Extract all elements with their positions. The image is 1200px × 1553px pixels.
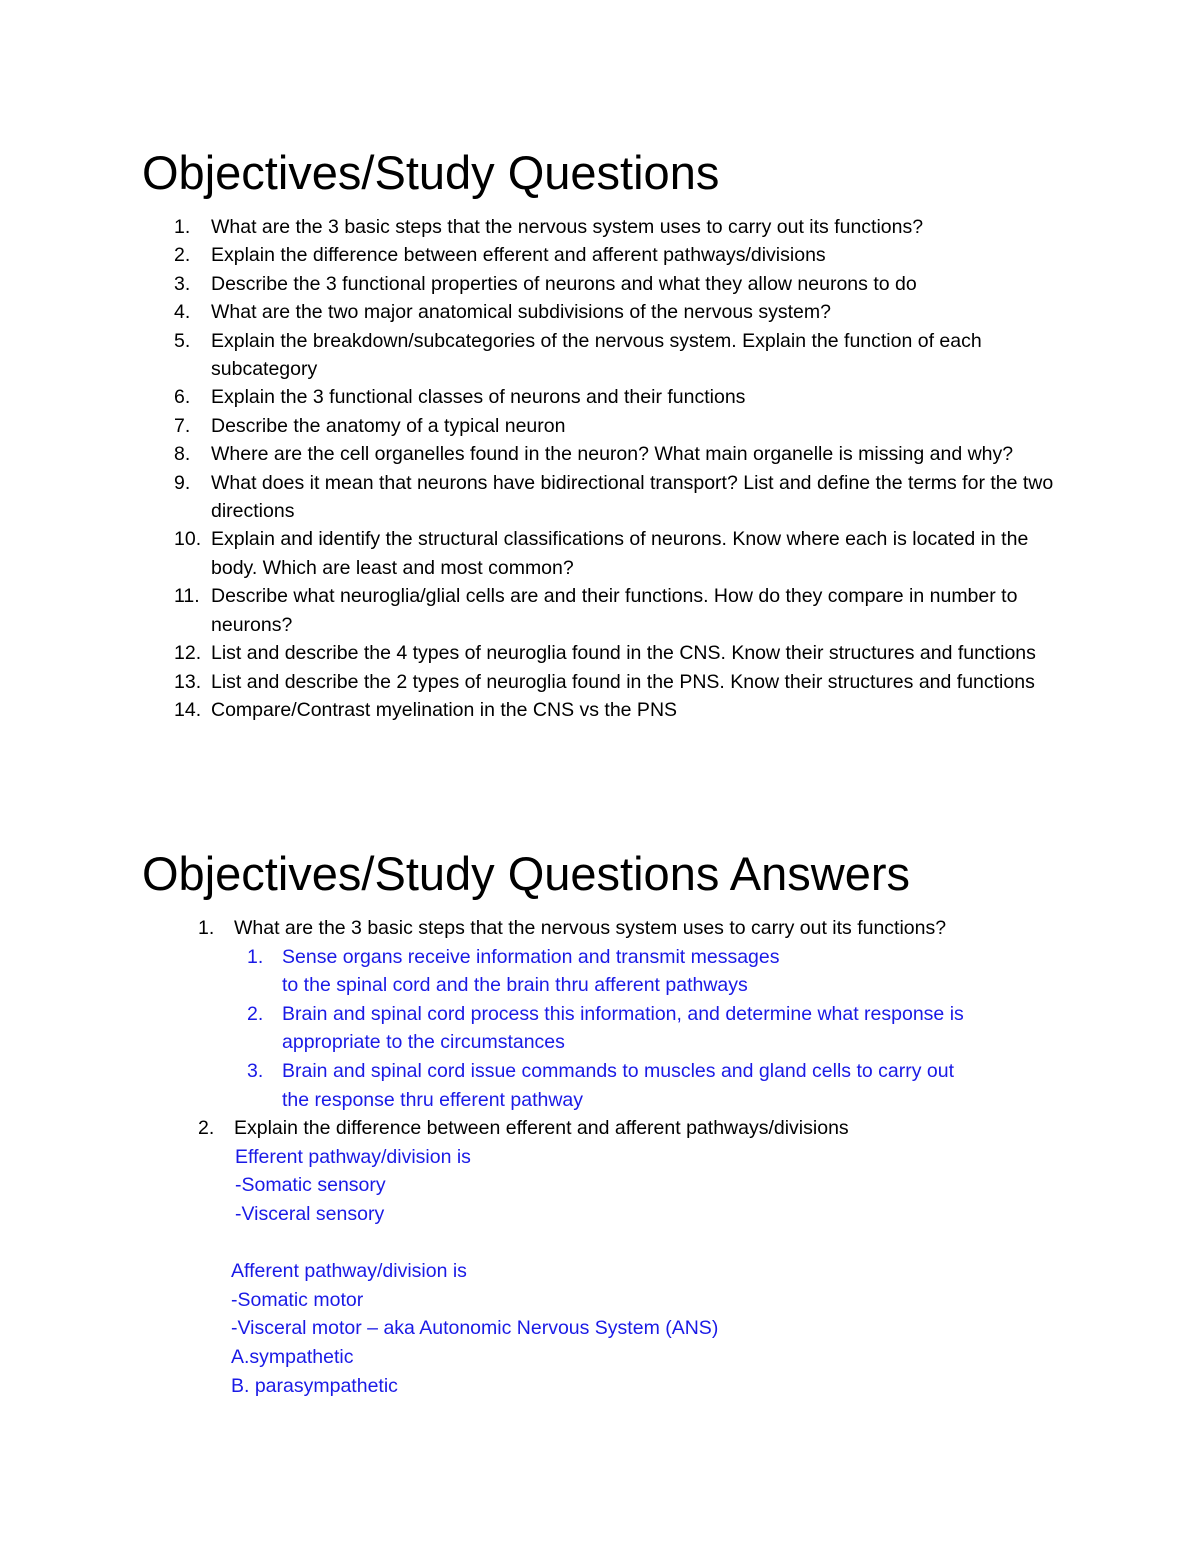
step-line: appropriate to the circumstances <box>282 1031 565 1054</box>
afferent-line: -Somatic motor <box>231 1288 364 1311</box>
question-item <box>174 668 1074 696</box>
question-text: Where are the cell organelles found in the neuron? What main organelle is missing and why? <box>211 443 1014 466</box>
question-item <box>174 241 1074 269</box>
answer-question-text: Explain the difference between efferent and afferent pathways/divisions <box>234 1117 849 1140</box>
step-number: 2. <box>247 1002 264 1025</box>
question-number: 1. <box>174 216 191 238</box>
question-item <box>174 383 1074 411</box>
step-line: to the spinal cord and the brain thru afferent pathways <box>282 974 748 997</box>
question-text: Explain the difference between efferent and afferent pathways/divisions <box>211 244 826 267</box>
question-text: Compare/Contrast myelination in the CNS vs the PNS <box>211 698 678 721</box>
step-line: Brain and spinal cord issue commands to muscles and gland cells to carry out <box>282 1059 954 1082</box>
questions-list <box>174 213 1074 724</box>
spacer <box>234 1229 1078 1258</box>
question-item <box>174 298 1074 326</box>
afferent-line: -Visceral motor – aka Autonomic Nervous System (ANS) <box>231 1317 719 1340</box>
question-item <box>174 639 1074 667</box>
afferent-title: Afferent pathway/division is <box>231 1260 467 1283</box>
question-number: 5. <box>174 329 191 352</box>
efferent-line: -Visceral sensory <box>235 1202 385 1225</box>
question-number: 4. <box>174 301 191 324</box>
question-number: 12. <box>174 642 202 665</box>
page-title: Objectives/Study Questions <box>142 146 720 199</box>
question-number: 6. <box>174 386 191 409</box>
question-item <box>174 582 1074 639</box>
answers-heading: Objectives/Study Questions Answers <box>142 847 911 900</box>
efferent-definition <box>235 1143 1078 1229</box>
answer-number: 2. <box>198 1117 215 1140</box>
answer-step <box>234 1057 1078 1114</box>
question-number: 13. <box>174 670 202 693</box>
question-text: Explain the 3 functional classes of neurons and their functions <box>211 386 746 409</box>
answers-list <box>198 914 1078 1400</box>
question-number: 10. <box>174 528 202 551</box>
question-text: Explain the breakdown/subcategories of the nervous system. Explain the function of each subcategory <box>211 329 982 381</box>
question-number: 8. <box>174 443 191 466</box>
question-item <box>174 469 1074 526</box>
efferent-line: -Somatic sensory <box>235 1174 386 1197</box>
answer-item <box>198 1114 1078 1400</box>
afferent-line: A.sympathetic <box>231 1345 354 1368</box>
question-text: Explain and identify the structural classifications of neurons. Know where each is located in the body. Which are least and most common? <box>211 528 1029 579</box>
question-text: Describe the anatomy of a typical neuron <box>211 414 566 437</box>
question-number: 7. <box>174 414 191 437</box>
question-item <box>174 327 1074 384</box>
answer-steps-list <box>234 943 1078 1115</box>
question-item <box>174 440 1074 468</box>
afferent-definition <box>231 1257 1078 1400</box>
question-item <box>174 270 1074 298</box>
question-text: Describe the 3 functional properties of neurons and what they allow neurons to do <box>211 272 917 295</box>
question-number: 9. <box>174 471 191 494</box>
question-item <box>174 696 1074 724</box>
question-item <box>174 412 1074 440</box>
efferent-title: Efferent pathway/division is <box>235 1145 471 1168</box>
step-number: 3. <box>247 1059 264 1082</box>
answer-step <box>234 943 1078 1000</box>
question-text: What are the two major anatomical subdivisions of the nervous system? <box>211 301 831 324</box>
question-item <box>174 525 1074 582</box>
answer-item <box>198 914 1078 1114</box>
answer-question-text: What are the 3 basic steps that the nervous system uses to carry out its functions? <box>234 917 947 939</box>
question-text: What does it mean that neurons have bidirectional transport? List and define the terms for the two directions <box>211 471 1054 523</box>
step-line: Sense organs receive information and transmit messages <box>282 945 780 968</box>
step-line: Brain and spinal cord process this information, and determine what response is <box>282 1002 964 1025</box>
step-line: the response thru efferent pathway <box>282 1088 584 1111</box>
answer-step <box>234 1000 1078 1057</box>
question-text: List and describe the 4 types of neuroglia found in the CNS. Know their structures and functions <box>211 642 1036 665</box>
question-number: 2. <box>174 244 191 267</box>
afferent-line: B. parasympathetic <box>231 1374 398 1397</box>
question-text: Describe what neuroglia/glial cells are and their functions. How do they compare in number to neurons? <box>211 585 1018 636</box>
answer-number: 1. <box>198 917 215 939</box>
question-text: List and describe the 2 types of neuroglia found in the PNS. Know their structures and functions <box>211 670 1035 693</box>
question-number: 11. <box>174 585 200 608</box>
question-number: 3. <box>174 272 191 295</box>
question-text: What are the 3 basic steps that the nervous system uses to carry out its functions? <box>211 216 924 238</box>
step-number: 1. <box>247 945 264 968</box>
question-item <box>174 213 1074 241</box>
question-number: 14. <box>174 698 202 721</box>
